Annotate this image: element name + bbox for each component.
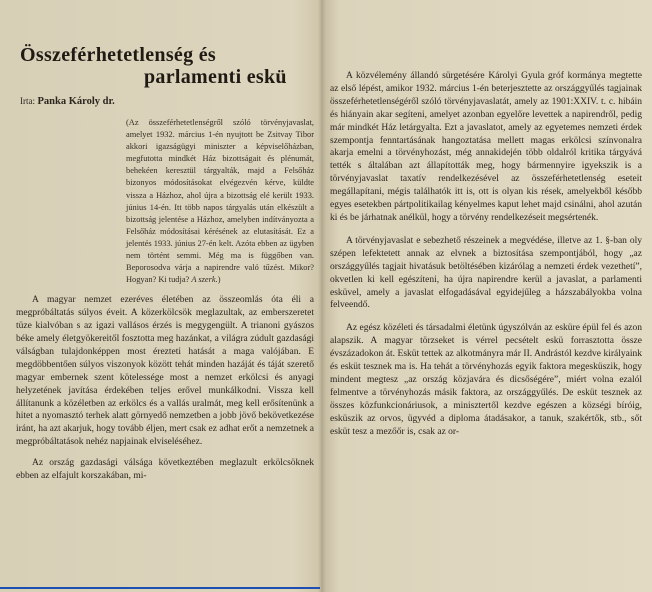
author-line: [20, 96, 314, 107]
bottom-edge-line: [0, 587, 320, 589]
left-page: [16, 44, 314, 487]
editor-note: (Az összeférhetetlenségről szóló törvényjavaslat, amelyet 1932. március 1-én nyujtott be Zsitvay Tibor akkori igazságügyi miniszter a képviselőházban, megfutotta mindkét Ház bizottságait és plénumát, behekéen keresztül tárgyalták, majd a Felsőház bizonyos módosításokat elvégezvén kérve, küldte vissza a Házhoz, ahol újra a bizottság elé került 1933. június 14-én. Itt több napos tárgyalás után elkészült a bizottság jelentése a Házhoz, amelyben indítványozta a Felsőház módosításai kérésének az elutasítását. Ez a jelentés 1933. június 27-én kelt. Azóta ebben az ügyben nem történt semmi. Még ma is függőben van. Beporosodva várja a napirendre való tűzést. Mikor? Hogyan? Ki tudja? A szerk.): [126, 118, 314, 285]
editor-note-text: (Az összeférhetetlenségről szóló törvényjavaslat, amelyet 1932. március 1-én nyujtott be Zsitvay Tibor akkori igazságügyi miniszter a képviselőházban, megfutotta mindkét Ház bizottságait és plénumát, behekéen keresztül tárgyalták, majd a Felsőház bizonyos módosításokat elvégezvén kérve, küldte vissza a Házhoz, ahol újra a bizottság elé került 1933. június 14-én. Itt több napos tárgyalás után elkészült a bizottság jelentése a Házhoz, amelyben indítványozta a Felsőház módosításai kérésének az elutasítását. Ez a jelentés 1933. június 27-én kelt. Azóta ebben az ügyben nem történt semmi. Még ma is függőben van. Beporosodva várja a napirendre való tűzést. Mikor? Hogyan? Ki tudja?: [126, 118, 314, 285]
author-label: Irta:: [20, 96, 35, 106]
right-body: [330, 70, 642, 438]
page-gutter: [318, 0, 326, 592]
article-title: [16, 44, 314, 88]
title-line-2: parlamenti eskü: [144, 66, 287, 88]
left-body: [16, 294, 314, 483]
right-paragraph-3: Az egész közéleti és társadalmi életünk úgyszólván az esküre épül fel és azon alapszik. A magyar törzseket is vérrel pecsételt eskü forrasztotta össze évszázadokon át. Esküt tettek az alkotmányra már II. Andrástól kezdve királyaink és esküt tesznek ma is. Ha tehát a törvényhozás egyik faktora megesküszik, hogy mindent megtesz „az ország közjavára és dicsőségére”, miért volna ezalól felmentve a törvényhozás másik faktora, az országgyűlés. De esküt tesznek az összes közfunkcionáriusok, a minisztertől kezdve egészen a községi bíróig, esküszik az orvos, ügyvéd a diploma átadásakor, a tanuk, szakértők, stb., sőt esküt tesz a mezőőr is, csak az or-: [330, 323, 642, 437]
left-paragraph-2: Az ország gazdasági válsága következtében meglazult erkölcsöknek ebben az elfajult korszakában, mi-: [16, 458, 314, 482]
author-name: Panka Károly dr.: [37, 96, 115, 107]
right-paragraph-2: A törvényjavaslat e sebezhető részeinek a megvédése, illetve az 1. §-ban oly szépen lefektetett annak az elvnek a biztosítása szempontjából, hogy „az országgyűlés tagjait hivatásuk betöltésében kizárólag a nemzeti érdek vezethetí”, okvetlen ki kell egészíteni, ha újra napirendre kerül a javaslat, a parlamenti esküvel, amely a javaslat elfogadásával egyidejűleg a házszabályokba volna felveendő.: [330, 235, 642, 311]
right-page: [330, 70, 642, 448]
right-paragraph-1: A közvélemény állandó sürgetésére Károlyi Gyula gróf kormánya megtette az első lépést, amikor 1932. március 1-én beterjesztette az országgyűlés tagjainak összeférhetetlenségéről szóló törvényjavaslatát, amely az 1901:XXIV. t. c. hibáin és hiányain akar segíteni, amelyet azonban egyelőre levettek a napirendről, pedig már mindkét Ház letárgyalta. Ezt a javaslatot, amely az egyetemes nemzeti érdek szempontja fenntartásának hangoztatása mellett magas erkölcsi színvonalra akarja emelni a törvényhozást, még annakidején több oldalról kritika tárgyává tették s általában azt állapították meg, hogy bármennyire igyekszik is a törvényjavaslat taxatív rendelkezésével az összeférhetetlenség eseteit megállapítani, mégis találhatók itt is, ott is olyan kis rések, amelyekből később egyes esetekben pártpolitikailag kényelmes kaput lehet majd csinálni, ahol azután ki és be járhatnak anélkül, hogy a törvény rendelkezéseit megsértenék.: [330, 71, 642, 223]
title-line-1: Összeférhetetlenség és: [20, 44, 216, 66]
left-paragraph-1: A magyar nemzet ezeréves életében az összeomlás óta éli a megpróbáltatás súlyos éveit. A közerkölcsök meglazultak, az emberszeretet tüze kialvóban s az igazi vallásos érzés is megygengült. A trianoni gyászos béke amely életgyökereitől fosztotta meg hazánkat, a világra zúdult gazdasági válságban tulajdonképpen most érezteti hatását a maga valójában. E megdöbbentően súlyos viszonyok között tehát minden hazáját és táját szerető magyar embernek szent kötelessége most a nemzet erkölcsi és anyagi helyzetének javítása érdekében teljes erővel munkálkodni. Vissza kell állítanunk a közéletben az erkölcs és a vallás uralmát, meg kell erősítenünk a hitet a nyomasztó terhek alatt görnyedő nemzetben a jobb jövő bekövetkezése iránt, ha azt akarjuk, hogy tovább éljen, mert csak ez adhat erőt a nemzetnek a megpróbáltatások nehéz napjainak elviseléséhez.: [16, 295, 314, 448]
editor-note-signature: A szerk.: [191, 275, 218, 285]
